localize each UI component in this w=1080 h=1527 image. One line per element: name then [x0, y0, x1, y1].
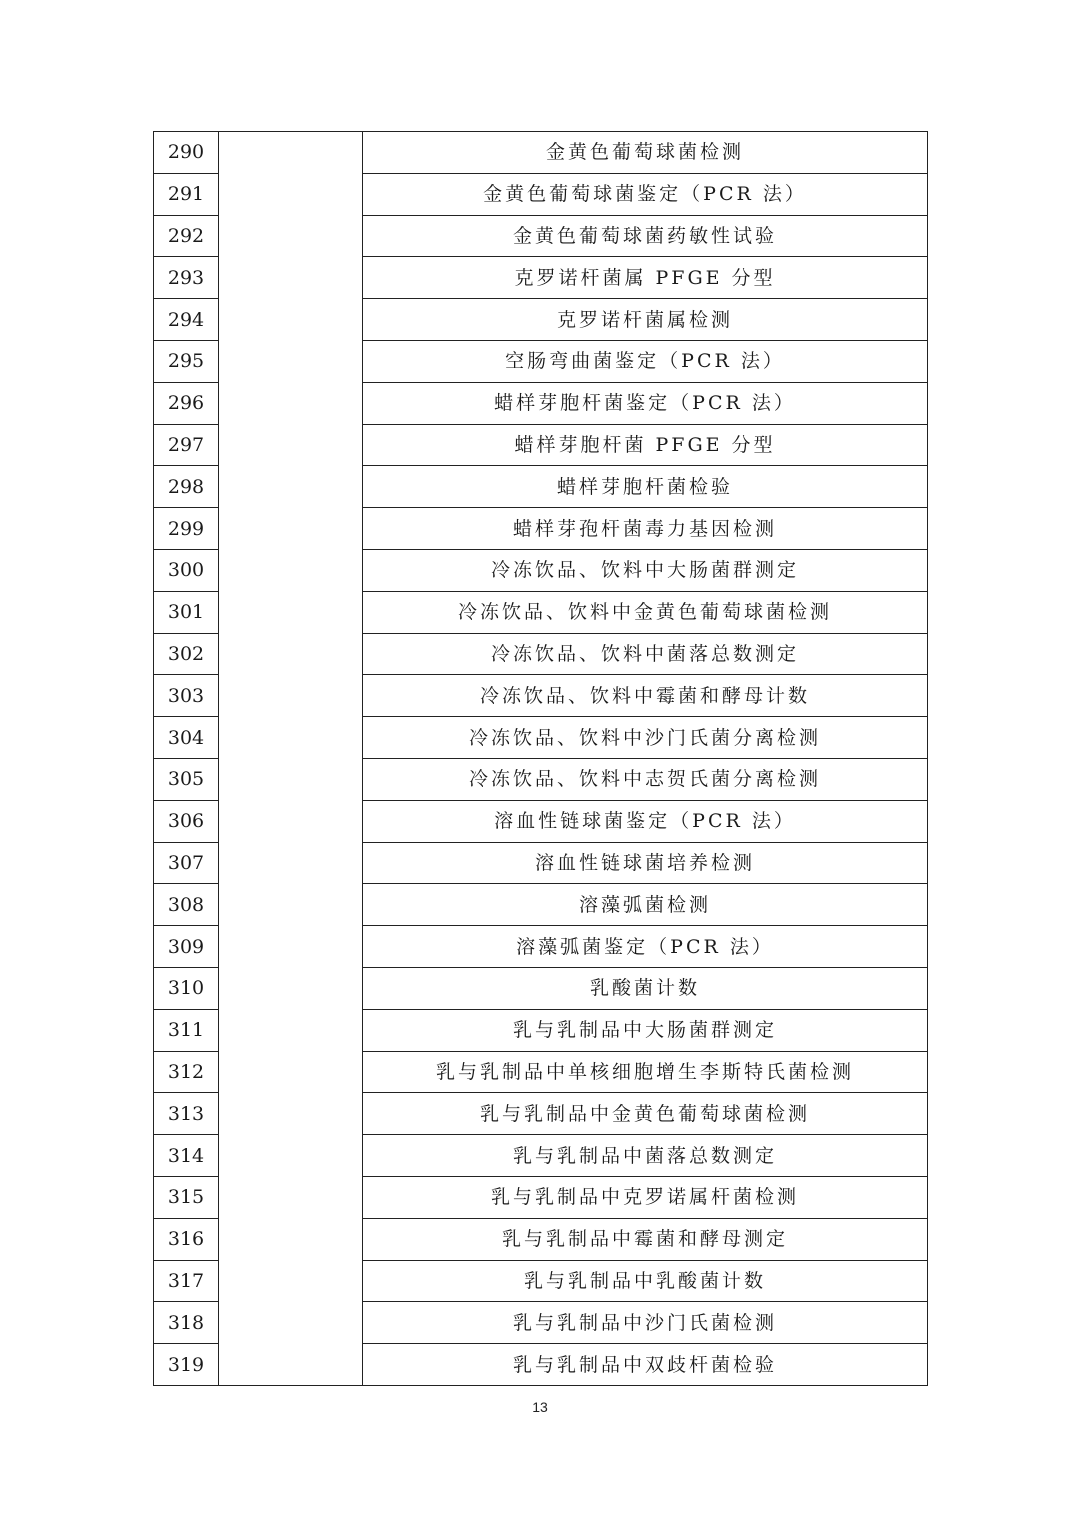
table-row [154, 299, 928, 341]
category-cell [219, 675, 363, 717]
row-number-cell: 316 [154, 1218, 219, 1260]
table-row [154, 1218, 928, 1260]
category-cell [219, 1218, 363, 1260]
table-row [154, 549, 928, 591]
test-name-cell: 冷冻饮品、饮料中金黄色葡萄球菌检测 [363, 591, 928, 633]
category-cell [219, 717, 363, 759]
test-name-cell: 乳酸菌计数 [363, 967, 928, 1009]
row-number-cell: 305 [154, 758, 219, 800]
test-name-cell: 冷冻饮品、饮料中霉菌和酵母计数 [363, 675, 928, 717]
row-number-cell: 303 [154, 675, 219, 717]
category-cell [219, 800, 363, 842]
table-row [154, 382, 928, 424]
category-cell [219, 299, 363, 341]
table-row [154, 215, 928, 257]
category-cell [219, 508, 363, 550]
table-row [154, 633, 928, 675]
test-name-cell: 乳与乳制品中单核细胞增生李斯特氏菌检测 [363, 1051, 928, 1093]
category-cell [219, 215, 363, 257]
table-row [154, 1302, 928, 1344]
test-name-cell: 乳与乳制品中双歧杆菌检验 [363, 1344, 928, 1386]
row-number-cell: 309 [154, 926, 219, 968]
category-cell [219, 1302, 363, 1344]
test-name-cell: 冷冻饮品、饮料中沙门氏菌分离检测 [363, 717, 928, 759]
test-name-cell: 乳与乳制品中沙门氏菌检测 [363, 1302, 928, 1344]
row-number-cell: 308 [154, 884, 219, 926]
category-cell [219, 1051, 363, 1093]
row-number-cell: 317 [154, 1260, 219, 1302]
row-number-cell: 312 [154, 1051, 219, 1093]
table-row [154, 257, 928, 299]
table-row [154, 173, 928, 215]
row-number-cell: 298 [154, 466, 219, 508]
category-cell [219, 1135, 363, 1177]
table-row [154, 466, 928, 508]
test-name-cell: 乳与乳制品中金黄色葡萄球菌检测 [363, 1093, 928, 1135]
row-number-cell: 313 [154, 1093, 219, 1135]
table-row [154, 1009, 928, 1051]
row-number-cell: 293 [154, 257, 219, 299]
table-row [154, 1135, 928, 1177]
table-row [154, 132, 928, 174]
category-cell [219, 884, 363, 926]
table-body [154, 132, 928, 1386]
test-name-cell: 冷冻饮品、饮料中菌落总数测定 [363, 633, 928, 675]
row-number-cell: 315 [154, 1176, 219, 1218]
test-name-cell: 金黄色葡萄球菌鉴定（PCR 法） [363, 173, 928, 215]
test-name-cell: 金黄色葡萄球菌检测 [363, 132, 928, 174]
category-cell [219, 1093, 363, 1135]
category-cell [219, 257, 363, 299]
table-row [154, 1051, 928, 1093]
table-row [154, 1176, 928, 1218]
test-name-cell: 乳与乳制品中克罗诺属杆菌检测 [363, 1176, 928, 1218]
row-number-cell: 295 [154, 340, 219, 382]
test-name-cell: 克罗诺杆菌属检测 [363, 299, 928, 341]
row-number-cell: 318 [154, 1302, 219, 1344]
table-row [154, 591, 928, 633]
table-row [154, 842, 928, 884]
test-name-cell: 蜡样芽胞杆菌鉴定（PCR 法） [363, 382, 928, 424]
category-cell [219, 340, 363, 382]
table-row [154, 1260, 928, 1302]
test-name-cell: 乳与乳制品中大肠菌群测定 [363, 1009, 928, 1051]
table-row [154, 926, 928, 968]
category-cell [219, 758, 363, 800]
table-row [154, 675, 928, 717]
category-cell [219, 1176, 363, 1218]
row-number-cell: 294 [154, 299, 219, 341]
table-row [154, 508, 928, 550]
category-cell [219, 466, 363, 508]
table-row [154, 884, 928, 926]
row-number-cell: 311 [154, 1009, 219, 1051]
table-row [154, 717, 928, 759]
row-number-cell: 314 [154, 1135, 219, 1177]
category-cell [219, 424, 363, 466]
category-cell [219, 382, 363, 424]
table-row [154, 967, 928, 1009]
table-row [154, 800, 928, 842]
test-name-cell: 乳与乳制品中乳酸菌计数 [363, 1260, 928, 1302]
table-row [154, 340, 928, 382]
test-name-cell: 溶血性链球菌鉴定（PCR 法） [363, 800, 928, 842]
test-name-cell: 克罗诺杆菌属 PFGE 分型 [363, 257, 928, 299]
row-number-cell: 296 [154, 382, 219, 424]
row-number-cell: 304 [154, 717, 219, 759]
row-number-cell: 292 [154, 215, 219, 257]
row-number-cell: 319 [154, 1344, 219, 1386]
row-number-cell: 300 [154, 549, 219, 591]
test-name-cell: 蜡样芽胞杆菌 PFGE 分型 [363, 424, 928, 466]
row-number-cell: 299 [154, 508, 219, 550]
test-name-cell: 蜡样芽胞杆菌检验 [363, 466, 928, 508]
table-row [154, 1093, 928, 1135]
test-name-cell: 乳与乳制品中霉菌和酵母测定 [363, 1218, 928, 1260]
category-cell [219, 591, 363, 633]
category-cell [219, 967, 363, 1009]
row-number-cell: 301 [154, 591, 219, 633]
test-items-table [153, 131, 928, 1386]
category-cell [219, 1344, 363, 1386]
row-number-cell: 297 [154, 424, 219, 466]
test-name-cell: 金黄色葡萄球菌药敏性试验 [363, 215, 928, 257]
category-cell [219, 1260, 363, 1302]
test-name-cell: 空肠弯曲菌鉴定（PCR 法） [363, 340, 928, 382]
table-row [154, 1344, 928, 1386]
test-name-cell: 蜡样芽孢杆菌毒力基因检测 [363, 508, 928, 550]
table-row [154, 758, 928, 800]
category-cell [219, 1009, 363, 1051]
category-cell [219, 926, 363, 968]
page-number: 13 [532, 1399, 548, 1415]
category-cell [219, 549, 363, 591]
test-name-cell: 冷冻饮品、饮料中志贺氏菌分离检测 [363, 758, 928, 800]
category-cell [219, 633, 363, 675]
row-number-cell: 302 [154, 633, 219, 675]
row-number-cell: 310 [154, 967, 219, 1009]
row-number-cell: 306 [154, 800, 219, 842]
test-name-cell: 溶藻弧菌鉴定（PCR 法） [363, 926, 928, 968]
row-number-cell: 290 [154, 132, 219, 174]
category-cell [219, 132, 363, 174]
test-name-cell: 冷冻饮品、饮料中大肠菌群测定 [363, 549, 928, 591]
category-cell [219, 173, 363, 215]
test-name-cell: 溶血性链球菌培养检测 [363, 842, 928, 884]
row-number-cell: 291 [154, 173, 219, 215]
table-row [154, 424, 928, 466]
row-number-cell: 307 [154, 842, 219, 884]
test-name-cell: 乳与乳制品中菌落总数测定 [363, 1135, 928, 1177]
test-name-cell: 溶藻弧菌检测 [363, 884, 928, 926]
category-cell [219, 842, 363, 884]
